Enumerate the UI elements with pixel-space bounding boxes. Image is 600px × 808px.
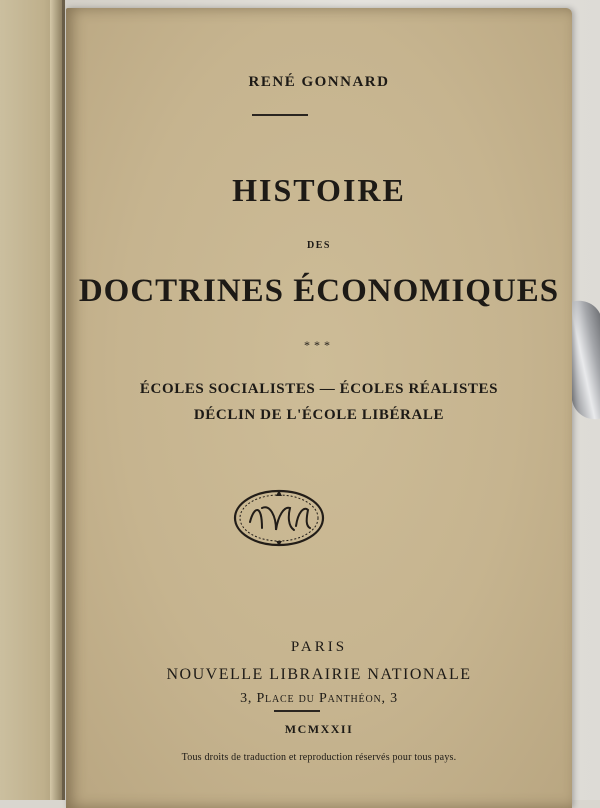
publisher-address: 3, Place du Panthéon, 3 <box>240 691 398 706</box>
subtitle-line-1: ÉCOLES SOCIALISTES — ÉCOLES RÉALISTES <box>139 381 499 397</box>
publication-city: PARIS <box>290 639 348 655</box>
divider-rule <box>274 710 320 712</box>
title-connector: DES <box>307 240 331 251</box>
publication-year: MCMXXII <box>284 722 354 736</box>
divider-rule <box>252 114 308 116</box>
title-page <box>66 8 572 808</box>
rights-notice: Tous droits de traduction et reproduction réservés pour tous pays. <box>181 752 457 763</box>
title-line-1: HISTOIRE <box>232 172 406 208</box>
subtitle-line-2: DÉCLIN DE L'ÉCOLE LIBÉRALE <box>193 407 445 423</box>
title-line-2: DOCTRINES ÉCONOMIQUES <box>78 273 560 309</box>
volume-marker: *** <box>304 338 334 352</box>
publisher-seal-icon <box>232 486 326 550</box>
binding-edge <box>50 0 62 800</box>
publisher-name: NOUVELLE LIBRAIRIE NATIONALE <box>166 666 472 683</box>
author-name: RENÉ GONNARD <box>248 74 390 90</box>
